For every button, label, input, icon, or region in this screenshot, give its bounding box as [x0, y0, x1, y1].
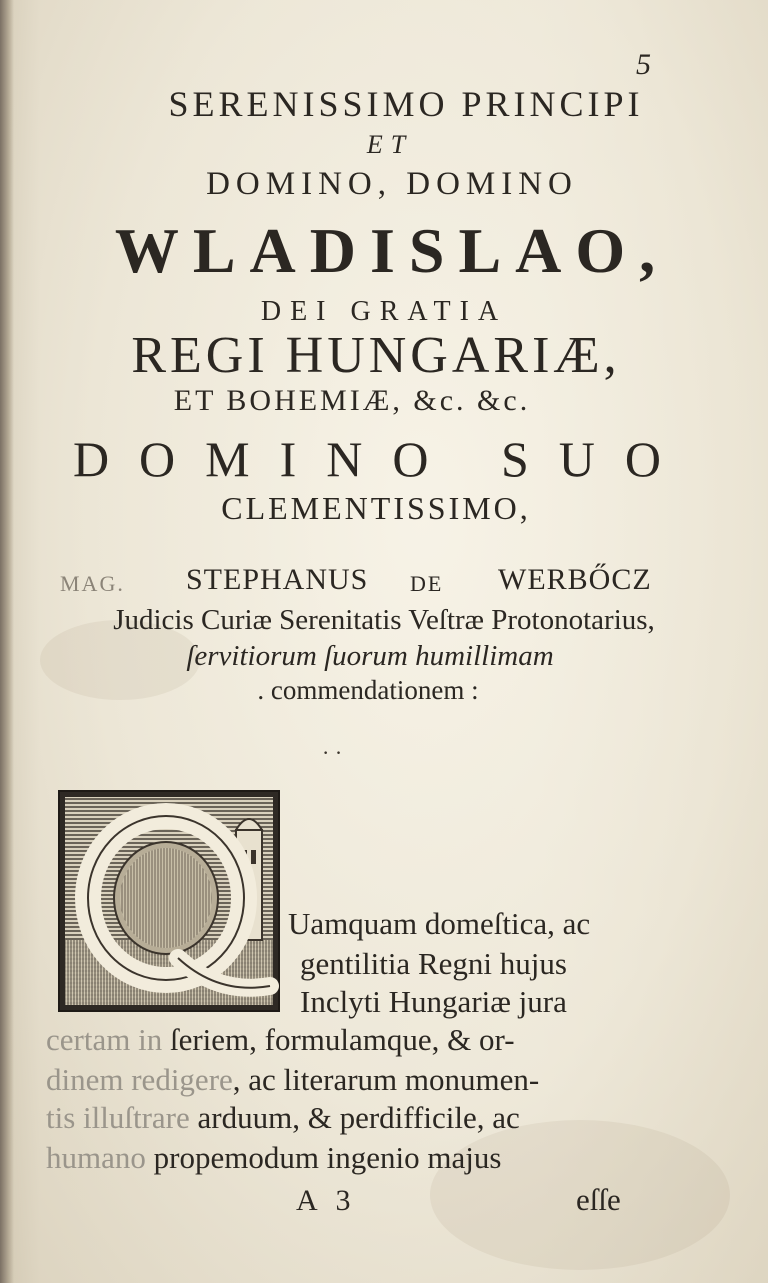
- woodcut-initial-icon: [58, 790, 280, 1012]
- body-line-5: [46, 1062, 539, 1098]
- page-number: 5: [636, 48, 651, 81]
- dedication-line-9: CLEMENTISSIMO,: [221, 490, 531, 526]
- faded-text: humano: [46, 1140, 154, 1175]
- faded-text: tis illuſtrare: [46, 1100, 198, 1135]
- body-text: , ac literarum monumen-: [232, 1062, 540, 1097]
- dedication-line-5: DEI GRATIA: [260, 296, 508, 327]
- decorated-initial-q: [58, 790, 280, 1012]
- dedication-line-2: ET: [366, 130, 414, 159]
- dedication-name-wladislao: WLADISLAO,: [114, 215, 670, 286]
- body-line-6: [46, 1100, 520, 1136]
- author-line-2: ſervitiorum ſuorum humillimam: [186, 640, 554, 672]
- author-office: Judicis Curiæ Serenitatis Veſtræ Protonotarius,: [113, 604, 655, 636]
- ornament-marks: · ·: [322, 740, 343, 765]
- dedication-line-8: DOMINO SUO: [72, 431, 692, 487]
- body-line-7: [46, 1140, 501, 1176]
- author-surname: WERBŐCZ: [498, 563, 652, 596]
- body-line-2: gentilitia Regni hujus: [300, 946, 567, 981]
- dedication-line-6: REGI HUNGARIÆ,: [131, 327, 621, 384]
- author-name: STEPHANUS: [186, 563, 369, 596]
- author-particle: DE: [410, 571, 444, 596]
- catchword: eſſe: [576, 1182, 621, 1217]
- faded-text: certam in: [46, 1022, 170, 1057]
- signature-mark: A 3: [296, 1184, 357, 1217]
- body-line-1: Uamquam domeſtica, ac: [288, 906, 591, 941]
- author-line: [0, 563, 768, 607]
- dedication-line-1: SERENISSIMO PRINCIPI: [168, 84, 644, 124]
- body-text: arduum, & perdifficile, ac: [197, 1100, 520, 1135]
- dedication-line-3: DOMINO, DOMINO: [206, 166, 578, 202]
- body-text: propemodum ingenio majus: [153, 1140, 502, 1175]
- body-line-4: [46, 1022, 515, 1058]
- faded-text: dinem redigere: [46, 1062, 233, 1097]
- author-title: MAG.: [60, 571, 125, 596]
- body-text: ſeriem, formulamque, & or-: [169, 1022, 515, 1057]
- dedication-line-7: ET BOHEMIÆ, &c. &c.: [173, 384, 531, 417]
- author-line-3: . commendationem :: [257, 675, 479, 705]
- body-line-3: Inclyti Hungariæ jura: [300, 984, 567, 1019]
